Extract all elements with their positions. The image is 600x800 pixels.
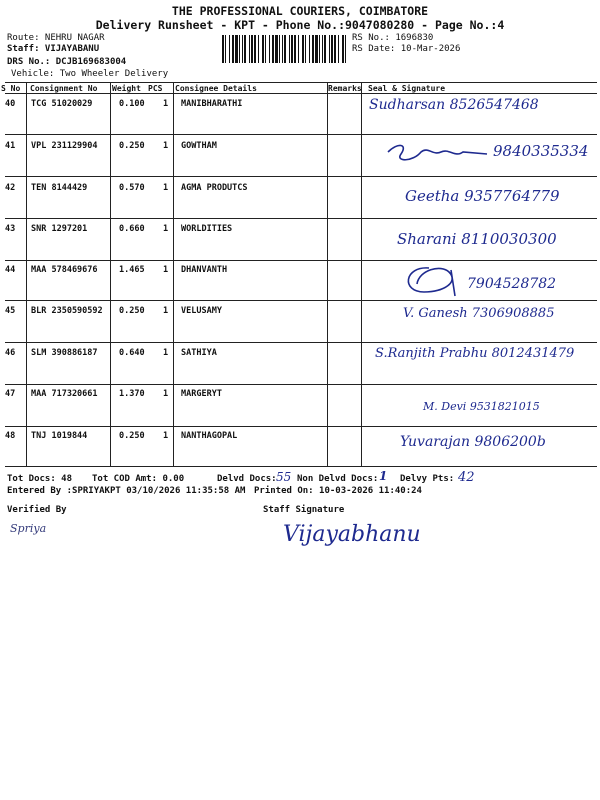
row-consignee: NANTHAGOPAL <box>181 431 238 441</box>
row-consignment: VPL 231129904 <box>31 141 98 151</box>
row-signature: Geetha 9357764779 <box>405 187 560 205</box>
row-sno: 46 <box>5 348 16 358</box>
row-weight: 0.100 <box>119 99 145 109</box>
route-label: Route: NEHRU NAGAR <box>7 33 105 43</box>
row-sno: 42 <box>5 183 16 193</box>
row-consignment: BLR 2350590592 <box>31 306 103 316</box>
row-consignment: SNR 1297201 <box>31 224 88 234</box>
row-consignment: MAA 578469676 <box>31 265 98 275</box>
row-consignment: TCG 51020029 <box>31 99 93 109</box>
row-consignee: GOWTHAM <box>181 141 217 151</box>
row-signature: V. Ganesh 7306908885 <box>403 306 555 321</box>
row-pcs: 1 <box>163 348 169 358</box>
row-pcs: 1 <box>163 265 169 275</box>
row-pcs: 1 <box>163 183 169 193</box>
row-signature: 9840335334 <box>493 142 589 160</box>
row-weight: 0.660 <box>119 224 145 234</box>
delivery-points-label: Delvy Pts: <box>400 474 455 484</box>
row-sno: 48 <box>5 431 16 441</box>
row-signature: Sudharsan 8526547468 <box>369 97 539 113</box>
row-pcs: 1 <box>163 306 169 316</box>
staff-label: Staff: VIJAYABANU <box>7 44 100 54</box>
row-weight: 0.250 <box>119 306 145 316</box>
col-header-sno: S No <box>1 84 21 93</box>
row-pcs: 1 <box>163 141 169 151</box>
row-weight: 0.250 <box>119 141 145 151</box>
rs-date: RS Date: 10-Mar-2026 <box>352 44 461 54</box>
row-consignment: TEN 8144429 <box>31 183 88 193</box>
row-consignee: MANIBHARATHI <box>181 99 243 109</box>
row-signature: S.Ranjith Prabhu 8012431479 <box>375 346 575 361</box>
signature-scribble <box>383 140 493 170</box>
verifier-signature: Spriya <box>10 522 47 535</box>
staff-signature: Vijayabhanu <box>283 522 421 547</box>
row-consignee: AGMA PRODUTCS <box>181 183 248 193</box>
rs-number: RS No.: 1696830 <box>352 33 434 43</box>
row-pcs: 1 <box>163 389 169 399</box>
entered-by: Entered By :SPRIYAKPT 03/10/2026 11:35:58 AM <box>7 486 246 496</box>
row-consignment: SLM 390886187 <box>31 348 98 358</box>
row-consignee: VELUSAMY <box>181 306 222 316</box>
row-sno: 44 <box>5 265 16 275</box>
col-header-consignee: Consignee Details <box>175 84 257 93</box>
col-header-weight: Weight <box>112 84 141 93</box>
row-weight: 1.370 <box>119 389 145 399</box>
signature-scribble <box>399 262 469 300</box>
col-header-pcs: PCS <box>148 84 163 93</box>
row-consignment: TNJ 1019844 <box>31 431 88 441</box>
staff-signature-label: Staff Signature <box>263 505 345 515</box>
vehicle-label: Vehicle: Two Wheeler Delivery <box>11 69 169 79</box>
row-sno: 41 <box>5 141 16 151</box>
runsheet-subtitle: Delivery Runsheet - KPT - Phone No.:9047080280 - Page No.:4 <box>95 18 505 32</box>
row-pcs: 1 <box>163 224 169 234</box>
delivered-docs-label: Delvd Docs: <box>217 474 277 484</box>
drs-label: DRS No.: DCJB169683004 <box>7 57 127 67</box>
non-delivered-label: Non Delvd Docs: <box>297 474 379 484</box>
row-signature: M. Devi 9531821015 <box>423 400 540 413</box>
non-delivered-value: 1 <box>379 469 388 483</box>
col-header-consignment: Consignment No <box>30 84 98 93</box>
verified-by-label: Verified By <box>7 505 67 515</box>
row-consignee: WORLDITIES <box>181 224 233 234</box>
col-header-signature: Seal & Signature <box>368 84 446 93</box>
barcode-image <box>222 35 346 63</box>
runsheet-table <box>1 82 597 467</box>
row-weight: 0.570 <box>119 183 145 193</box>
row-signature: Yuvarajan 9806200b <box>400 434 546 450</box>
row-pcs: 1 <box>163 99 169 109</box>
row-weight: 0.250 <box>119 431 145 441</box>
row-consignee: DHANVANTH <box>181 265 228 275</box>
row-consignment: MAA 717320661 <box>31 389 98 399</box>
row-weight: 1.465 <box>119 265 145 275</box>
col-header-remarks: Remarks <box>328 84 362 93</box>
row-signature: 7904528782 <box>467 276 557 292</box>
printed-on: Printed On: 10-03-2026 11:40:24 <box>254 486 422 496</box>
row-sno: 43 <box>5 224 16 234</box>
delivered-docs-value: 55 <box>276 470 292 484</box>
row-weight: 0.640 <box>119 348 145 358</box>
row-consignee: MARGERYT <box>181 389 222 399</box>
delivery-points-value: 42 <box>458 470 475 485</box>
total-docs: Tot Docs: 48 <box>7 474 73 484</box>
row-sno: 47 <box>5 389 16 399</box>
row-pcs: 1 <box>163 431 169 441</box>
row-sno: 40 <box>5 99 16 109</box>
total-cod-amount: Tot COD Amt: 0.00 <box>92 474 185 484</box>
row-signature: Sharani 8110030300 <box>397 230 557 248</box>
row-consignee: SATHIYA <box>181 348 217 358</box>
company-title: THE PROFESSIONAL COURIERS, COIMBATORE <box>171 4 429 18</box>
row-sno: 45 <box>5 306 16 316</box>
